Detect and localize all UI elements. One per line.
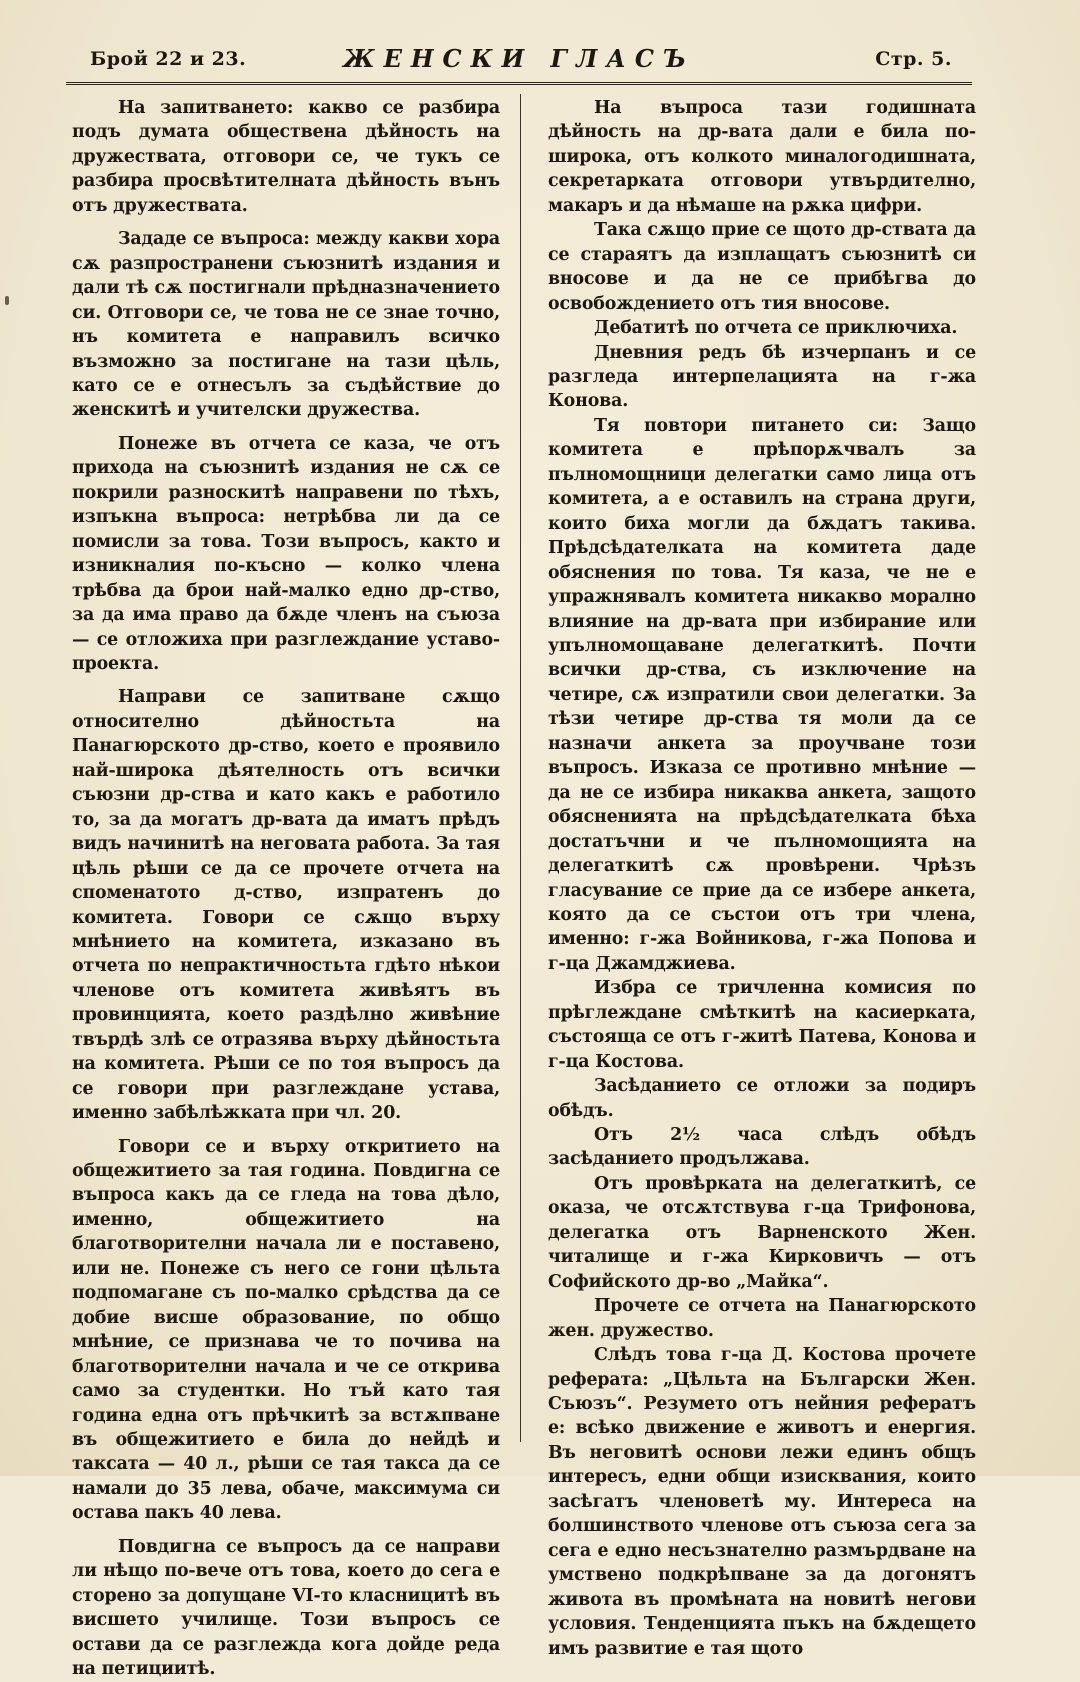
- paragraph: Дебатитѣ по отчета се приключиха.: [594, 318, 958, 339]
- paragraph: Избра се тричленна комисия по прѣглеждане смѣткитѣ на касиерката, състояща се отъ г-житѣ Патева, Конова и г-ца Костова.: [548, 978, 976, 1072]
- issue-number: Брой 22 и 23.: [90, 48, 247, 70]
- paragraph: Слѣдъ това г-ца Д. Костова прочете реферата: „Цѣльта на Български Жен. Съюзъ“. Резумето отъ нейния рефератъ е: всѣко движение е животъ и енергия. Въ неговитѣ основи лежи единъ общъ интересъ, едни общи изисквания, които засѣгатъ членоветѣ му. Интереса на болшинството членове отъ съюза сега за сега е едно несъзнателно размърдване на умствено подкрѣпване за да догонятъ живота въ промѣната на новитѣ негови условия. Тенденцията пъкъ на бѫдещето имъ развитие е тая щото: [548, 1345, 976, 1659]
- paragraph: Повдигна се въпросъ да се направи ли нѣщо по-вече отъ това, което до сега е сторено за допущане VI-то класницитѣ въ висшето училище. Този въпросъ се остави да се разглежда кога дойде реда на петициитѣ.: [72, 1536, 500, 1680]
- page-header: [66, 42, 972, 85]
- paragraph: Тя повтори питането си: Защо комитета е прѣпорѫчвалъ за пълномощници делегатки само лица отъ комитета, а е оставилъ на страна други, които биха могли да бѫдатъ такива. Прѣдсѣдателката на комитета даде обяснения по това. Тя каза, че не е упражнявалъ комитета никакво морално влияние на др-вата при избирание или упълномощаване делегаткитѣ. Почти всички др-ства, съ изключение на четире, сѫ изпратили свои делегатки. За тѣзи четире др-ства тя моли да се назначи анкета за проучване този въпросъ. Изказа се противно мнѣние — да не се избира никаква анкета, защото обясненията на прѣдсѣдателката бѣха достатъчни и че пълномощията на делегаткитѣ сѫ провѣрени. Чрѣзъ гласувание се прие да се избере анкета, която да се състои отъ три члена, именно: г-жа Войникова, г-жа Попова и г-ца Джамджиева.: [548, 415, 976, 974]
- paragraph: Отъ 2½ часа слѣдъ обѣдъ засѣданието продължава.: [548, 1125, 976, 1170]
- left-column: [72, 96, 500, 1682]
- paragraph: На въпроса тази годишната дѣйность на др-вата дали е била по-широка, отъ колкото миналогодишната, секретарката отговори утвърдително, макаръ и да нѣмаше на рѫка цифри.: [548, 98, 976, 216]
- paragraph: Направи се запитване сѫщо относително дѣйностьта на Панагюрското др-ство, което е проявило най-широка дѣятелность отъ всички съюзни др-ства и като какъ е работило то, за да могатъ др-вата да иматъ прѣдъ видъ начинитѣ на неговата работа. За тая цѣль рѣши се да се прочете отчета на споменатото д-ство, изпратенъ до комитета. Говори се сѫщо върху мнѣнието на комитета, изказано въ отчета по непрактичностьта гдѣто нѣкои членове отъ комитета живѣятъ въ провинцията, което раздѣлно живѣние твърдѣ злѣ се отразява върху дѣйностьта на комитета. Рѣши се по тоя въпросъ да се говори при разглеждане устава, именно забѣлѣжката при чл. 20.: [72, 687, 500, 1124]
- paragraph: Засѣданието се отложи за подиръ обѣдъ.: [548, 1076, 976, 1121]
- paragraph: Говори се и върху откритието на общежитието за тая година. Повдигна се въпроса какъ да се гледа на това дѣло, именно, общежитието на благотворителни начала ли е поставено, или не. Понеже съ него се гони цѣльта подпомагане съ по-малко срѣдства да се добие висше образование, по общо мнѣние, се признава че то почива на благотворителни начала и че се открива само за студентки. Но тъй като тая година една отъ прѣчкитѣ за встѫпване въ общежитието е била до нейдѣ и таксата — 40 л., рѣши се тая такса да се намали до 35 лева, обаче, максимума си остава пакъ 40 лева.: [72, 1136, 500, 1524]
- paragraph: На запитването: какво се разбира подъ думата обществена дѣйность на дружествата, отговори се, че тукъ се разбира просвѣтителната дѣйность вънъ отъ дружествата.: [72, 98, 500, 216]
- paragraph: Прочете се отчета на Панагюрското жен. дружество.: [548, 1296, 976, 1341]
- page-number: Стр. 5.: [875, 48, 952, 70]
- right-column: [548, 96, 976, 1661]
- paragraph: Понеже въ отчета се каза, че отъ прихода на съюзнитѣ издания не сѫ се покрили разноскитѣ направени по тѣхъ, изпъкна въпроса: нетрѣбва ли да се помисли за това. Този въпросъ, както и изникналия по-късно — колко члена трѣбва да брои най-малко едно др-ство, за да има право да бѫде членъ на съюза — се отложиха при разглеждание уставо-проекта.: [72, 433, 500, 674]
- margin-mark: [5, 296, 9, 305]
- paragraph: Така сѫщо прие се щото др-ствата да се стараятъ да изплащатъ съюзнитѣ си вноcове и да не се прибѣгва до освобождението отъ тия вносове.: [548, 220, 976, 314]
- newspaper-title: ЖЕНСКИ ГЛАСЪ: [343, 44, 695, 73]
- paragraph: Дневния редъ бѣ изчерпанъ и се разгледа интерпелацията на г-жа Конова.: [548, 342, 976, 412]
- paragraph: Отъ провѣрката на делегаткитѣ, се оказа, че отсѫтствува г-ца Трифонова, делегатка отъ Варненското Жен. читалище и г-жа Кирковичъ — отъ Софийското др-во „Майка“.: [548, 1173, 976, 1292]
- column-divider: [520, 94, 521, 1442]
- paragraph: Зададе се въпроса: между какви хора сѫ разпространени съюзнитѣ издания и дали тѣ сѫ постигнали прѣдназначението си. Отговори се, че това не се знае точно, нъ комитета е направилъ всичко възможно за постигане на тази цѣль, като се е отнесълъ за съдѣйствие до женскитѣ и учителски дружества.: [72, 229, 500, 421]
